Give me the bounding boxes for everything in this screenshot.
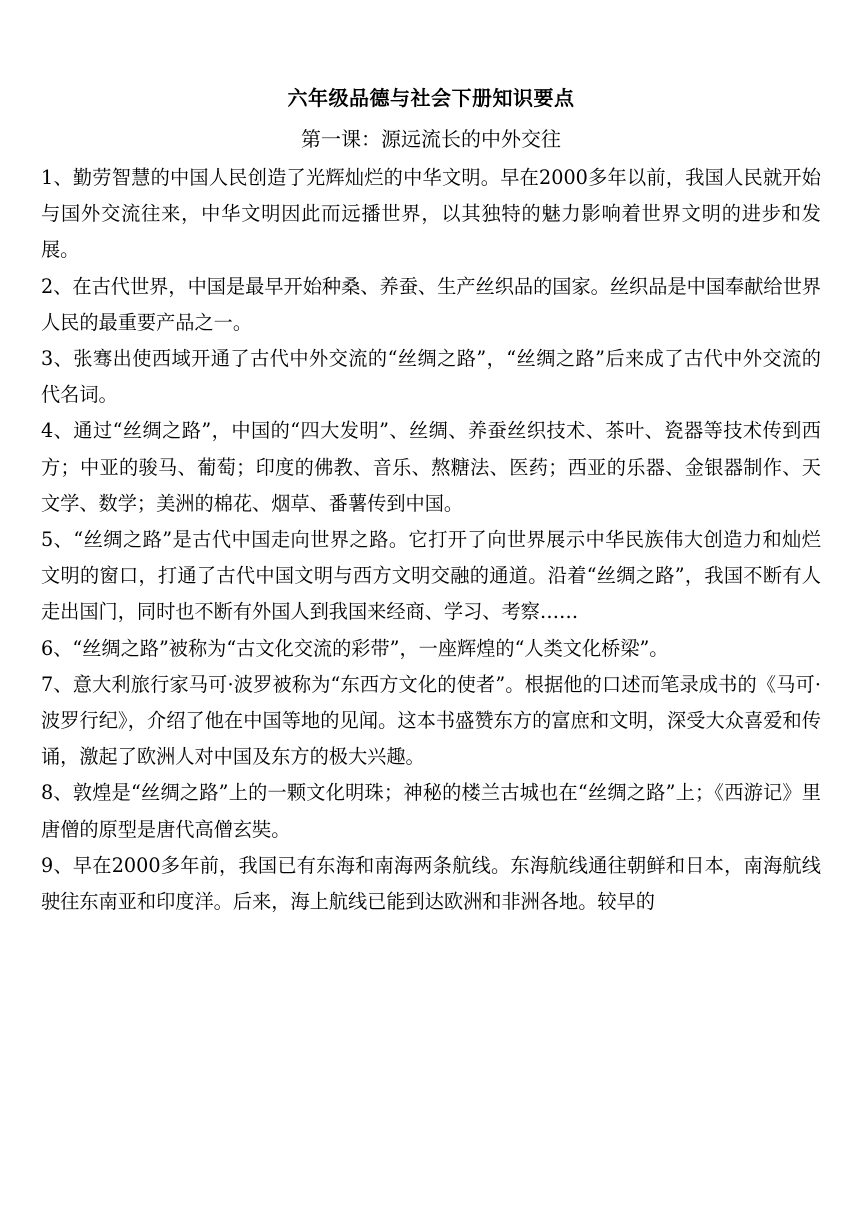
paragraph-3: 3、张骞出使西域开通了古代中外交流的“丝绸之路”，“丝绸之路”后来成了古代中外交流的代名词。 (41, 347, 821, 407)
paragraph-1: 1、勤劳智慧的中国人民创造了光辉灿烂的中华文明。早在2000多年以前，我国人民就开始与国外交流往来，中华文明因此而远播世界，以其独特的魅力影响着世界文明的进步和发展。 (41, 166, 821, 262)
document-page (41, 82, 821, 920)
paragraph-8: 8、敦煌是“丝绸之路”上的一颗文化明珠；神秘的楼兰古城也在“丝绸之路”上；《西游记》里唐僧的原型是唐代高僧玄奘。 (41, 781, 821, 841)
paragraph-5: 5、“丝绸之路”是古代中国走向世界之路。它打开了向世界展示中华民族伟大创造力和灿烂文明的窗口，打通了古代中国文明与西方文明交融的通道。沿着“丝绸之路”，我国不断有人走出国门，同时也不断有外国人到我国来经商、学习、考察…… (41, 528, 821, 624)
paragraph-7: 7、意大利旅行家马可·波罗被称为“东西方文化的使者”。根据他的口述而笔录成书的《马可·波罗行纪》，介绍了他在中国等地的见闻。这本书盛赞东方的富庶和文明，深受大众喜爱和传诵，激起了欧洲人对中国及东方的极大兴趣。 (41, 672, 821, 769)
document-title: 六年级品德与社会下册知识要点 (287, 86, 575, 110)
lesson-title: 第一课：源远流长的中外交往 (301, 127, 561, 151)
paragraph-2: 2、在古代世界，中国是最早开始种桑、养蚕、生产丝织品的国家。丝织品是中国奉献给世界人民的最重要产品之一。 (41, 274, 821, 334)
paragraph-6: 6、“丝绸之路”被称为“古文化交流的彩带”，一座辉煌的“人类文化桥梁”。 (41, 636, 669, 660)
paragraph-4: 4、通过“丝绸之路”，中国的“四大发明”、丝绸、养蚕丝织技术、茶叶、瓷器等技术传到西方；中亚的骏马、葡萄；印度的佛教、音乐、熬糖法、医药；西亚的乐器、金银器制作、天文学、数学；美洲的棉花、烟草、番薯传到中国。 (41, 419, 821, 515)
paragraph-9: 9、早在2000多年前，我国已有东海和南海两条航线。东海航线通往朝鲜和日本，南海航线驶往东南亚和印度洋。后来，海上航线已能到达欧洲和非洲各地。较早的 (41, 853, 821, 914)
